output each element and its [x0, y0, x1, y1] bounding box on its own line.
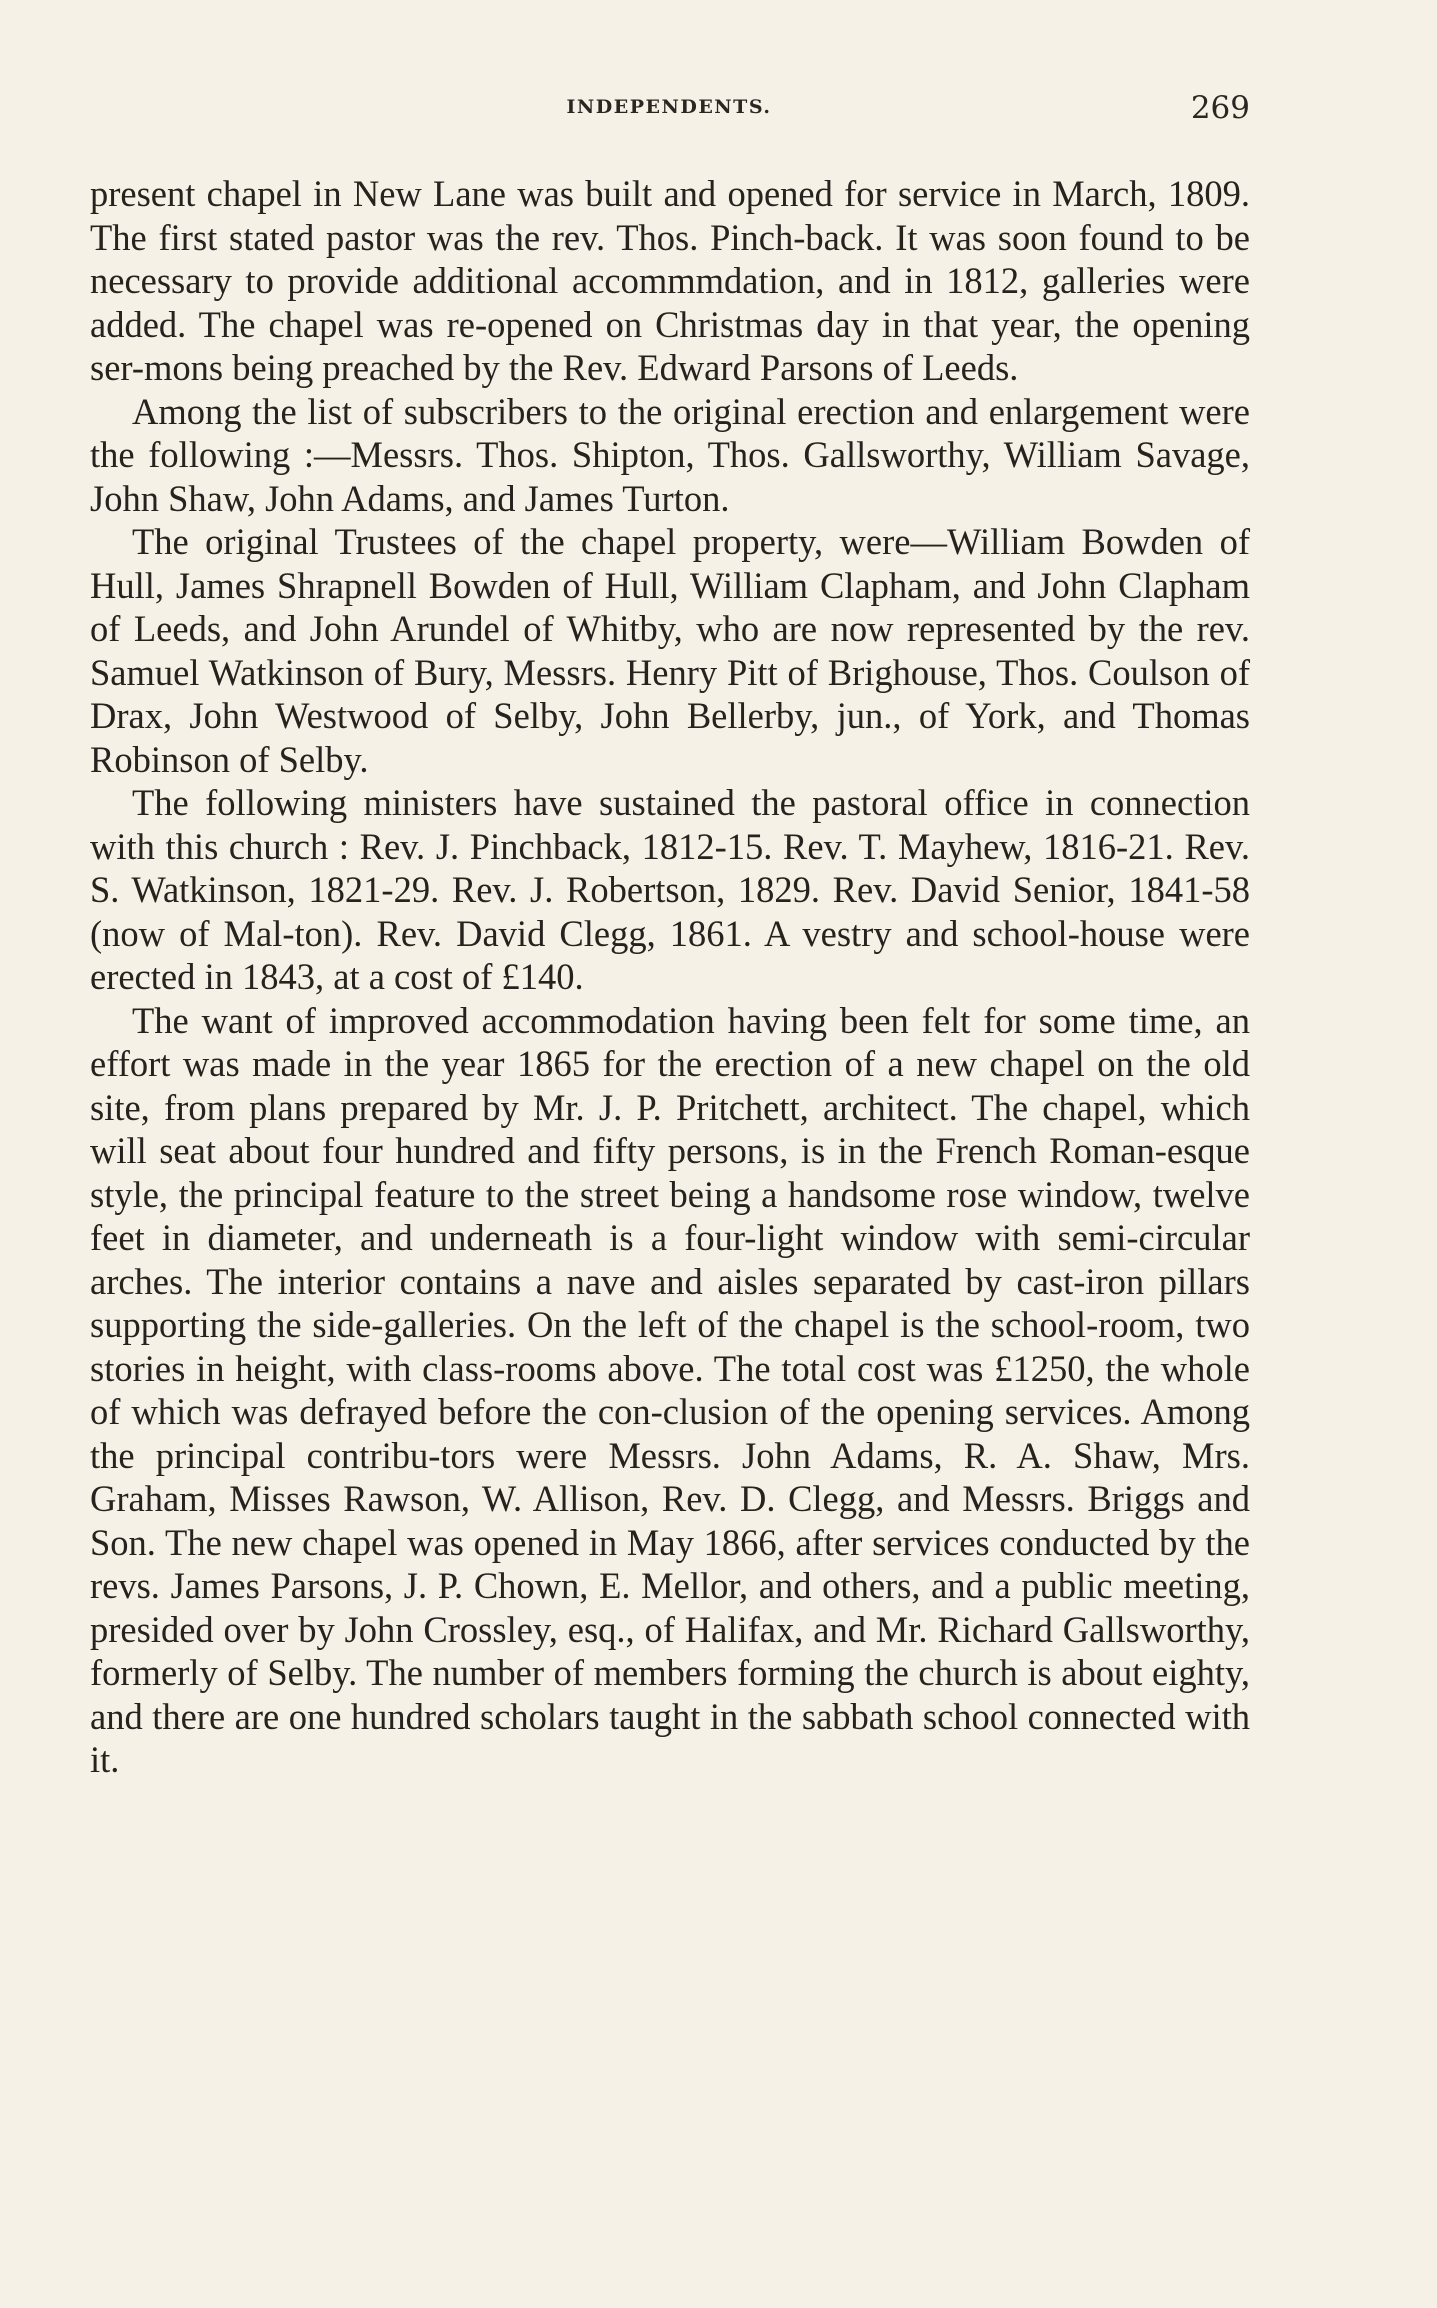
- body-text: [90, 172, 1250, 1782]
- running-title: INDEPENDENTS.: [566, 96, 772, 118]
- paragraph-ministers: The following ministers have sustained the pastoral office in connection with this church : Rev. J. Pinchback, 1812-15. Rev. T. Mayhew, 1816-21. Rev. S. Watkinson, 1821-29. Rev. J. Robertson, 1829. Rev. David Senior, 1841-58 (now of Mal-ton). Rev. David Clegg, 1861. A vestry and school-house were erected in 1843, at a cost of £140.: [90, 782, 1250, 997]
- paragraph-new-chapel: The want of improved accommodation having been felt for some time, an effort was made in the year 1865 for the erection of a new chapel on the old site, from plans prepared by Mr. J. P. Pritchett, architect. The chapel, which will seat about four hundred and fifty persons, is in the French Roman-esque style, the principal feature to the street being a handsome rose window, twelve feet in diameter, and underneath is a four-light window with semi-circular arches. The interior contains a nave and aisles separated by cast-iron pillars supporting the side-galleries. On the left of the chapel is the school-room, two stories in height, with class-rooms above. The total cost was £1250, the whole of which was defrayed before the con-clusion of the opening services. Among the principal contribu-tors were Messrs. John Adams, R. A. Shaw, Mrs. Graham, Misses Rawson, W. Allison, Rev. D. Clegg, and Messrs. Briggs and Son. The new chapel was opened in May 1866, after services conducted by the revs. James Parsons, J. P. Chown, E. Mellor, and others, and a public meeting, presided over by John Crossley, esq., of Halifax, and Mr. Richard Gallsworthy, formerly of Selby. The number of members forming the church is about eighty, and there are one hundred scholars taught in the sabbath school connected with it.: [90, 999, 1250, 1780]
- paragraph-trustees: The original Trustees of the chapel property, were—William Bowden of Hull, James Shrapnell Bowden of Hull, William Clapham, and John Clapham of Leeds, and John Arundel of Whitby, who are now represented by the rev. Samuel Watkinson of Bury, Messrs. Henry Pitt of Brighouse, Thos. Coulson of Drax, John Westwood of Selby, John Bellerby, jun., of York, and Thomas Robinson of Selby.: [90, 521, 1250, 780]
- paragraph-subscribers: Among the list of subscribers to the original erection and enlargement were the following :—Messrs. Thos. Shipton, Thos. Gallsworthy, William Savage, John Shaw, John Adams, and James Turton.: [90, 390, 1250, 519]
- paragraph-chapel-history: present chapel in New Lane was built and opened for service in March, 1809. The first stated pastor was the rev. Thos. Pinch-back. It was soon found to be necessary to provide additional accommmdation, and in 1812, galleries were added. The chapel was re-opened on Christmas day in that year, the opening ser-mons being preached by the Rev. Edward Parsons of Leeds.: [90, 173, 1250, 388]
- page-number: 269: [1190, 90, 1250, 126]
- running-head: [88, 90, 1250, 130]
